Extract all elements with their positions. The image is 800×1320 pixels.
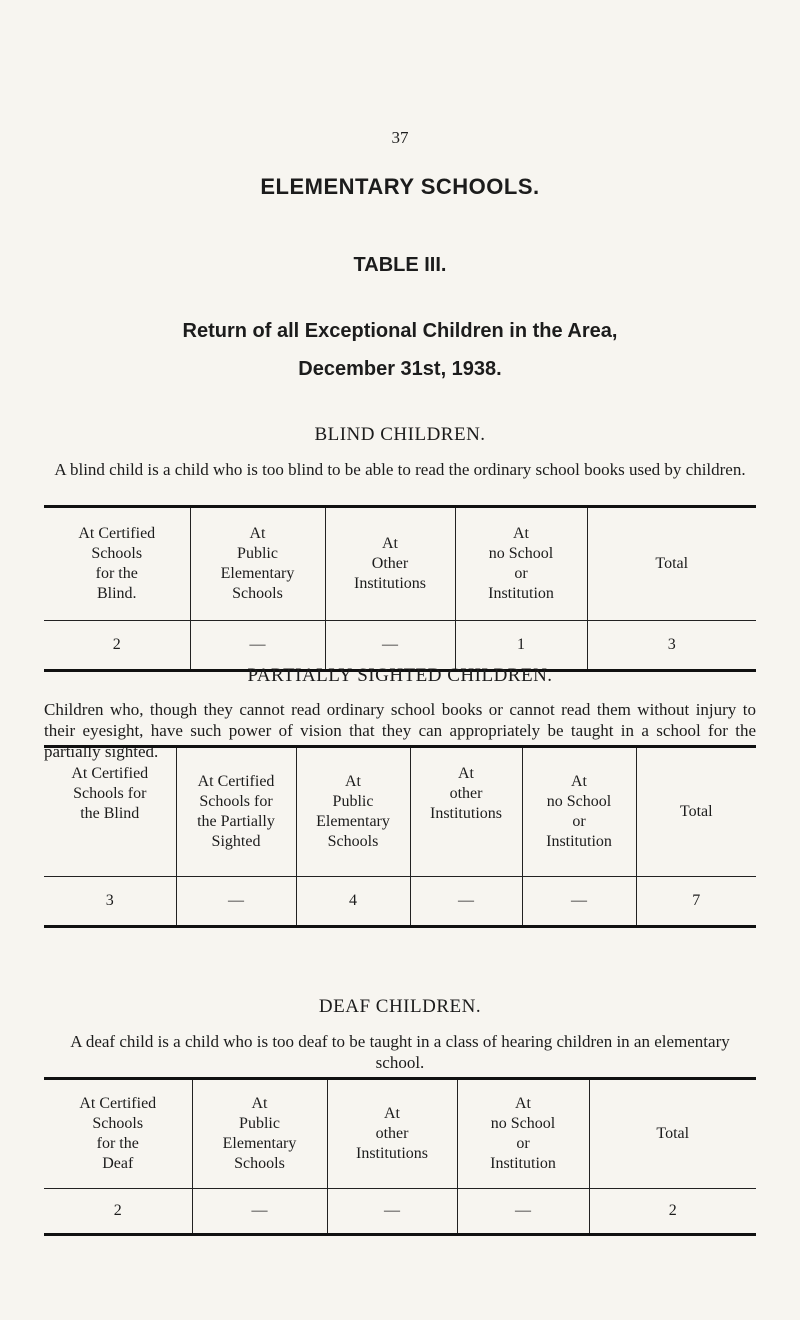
table-header-row [44, 507, 756, 621]
blind-children-table [44, 505, 756, 672]
page-number: 37 [391, 128, 409, 147]
header-public-elementary: At Public Elementary Schools [192, 1079, 327, 1189]
partially-sighted-table [44, 745, 756, 928]
deaf-description: A deaf child is a child who is too deaf to be taught in a class of hearing children in an elementary school. [70, 1032, 730, 1072]
value-other-institutions: — [325, 621, 455, 671]
header-no-school: At no School or Institution [522, 747, 636, 877]
header-total: Total [589, 1079, 756, 1189]
value-other-institutions: — [410, 877, 522, 927]
value-certified-partially-sighted: — [176, 877, 296, 927]
header-public-elementary: At Public Elementary Schools [296, 747, 410, 877]
table-label: TABLE III. [353, 254, 447, 276]
partial-section-title: PARTIALLY SIGHTED CHILDREN. [247, 665, 553, 686]
header-public-elementary: At Public Elementary Schools [190, 507, 325, 621]
table-header-row [44, 1079, 756, 1189]
page-title: ELEMENTARY SCHOOLS. [260, 174, 540, 199]
header-other-institutions: At other Institutions [327, 1079, 457, 1189]
value-certified-deaf: 2 [44, 1189, 192, 1235]
table-header-row [44, 747, 756, 877]
header-other-institutions: At Other Institutions [325, 507, 455, 621]
deaf-section-title: DEAF CHILDREN. [318, 996, 482, 1017]
value-total: 2 [589, 1189, 756, 1235]
return-heading [0, 312, 800, 388]
value-certified-blind: 3 [44, 877, 176, 927]
header-certified-blind: At Certified Schools for the Blind [44, 747, 176, 877]
value-public-elementary: — [190, 621, 325, 671]
deaf-children-table [44, 1077, 756, 1236]
value-no-school: — [457, 1189, 589, 1235]
value-certified-blind: 2 [44, 621, 190, 671]
header-no-school: At no School or Institution [455, 507, 587, 621]
header-certified-deaf: At Certified Schools for the Deaf [44, 1079, 192, 1189]
header-no-school: At no School or Institution [457, 1079, 589, 1189]
table-row [44, 1189, 756, 1235]
header-other-institutions: At other Institutions [410, 747, 522, 877]
header-certified-partially-sighted: At Certified Schools for the Partially Sighted [176, 747, 296, 877]
value-other-institutions: — [327, 1189, 457, 1235]
value-public-elementary: — [192, 1189, 327, 1235]
header-certified-blind: At Certified Schools for the Blind. [44, 507, 190, 621]
partial-description: Children who, though they cannot read ordinary school books or cannot read them without injury to their eyesight, have such power of vision that they can appropriately be taught in a school for the partially sighted. [44, 700, 756, 761]
header-total: Total [636, 747, 756, 877]
value-no-school: — [522, 877, 636, 927]
return-heading-line-1: Return of all Exceptional Children in the Area, [182, 320, 618, 342]
blind-section-title: BLIND CHILDREN. [314, 424, 486, 445]
return-heading-line-2: December 31st, 1938. [298, 358, 502, 380]
value-public-elementary: 4 [296, 877, 410, 927]
table-row [44, 621, 756, 671]
value-total: 7 [636, 877, 756, 927]
table-row [44, 877, 756, 927]
blind-description: A blind child is a child who is too blind to be able to read the ordinary school books used by children. [54, 460, 746, 479]
header-total: Total [587, 507, 756, 621]
value-total: 3 [587, 621, 756, 671]
value-no-school: 1 [455, 621, 587, 671]
